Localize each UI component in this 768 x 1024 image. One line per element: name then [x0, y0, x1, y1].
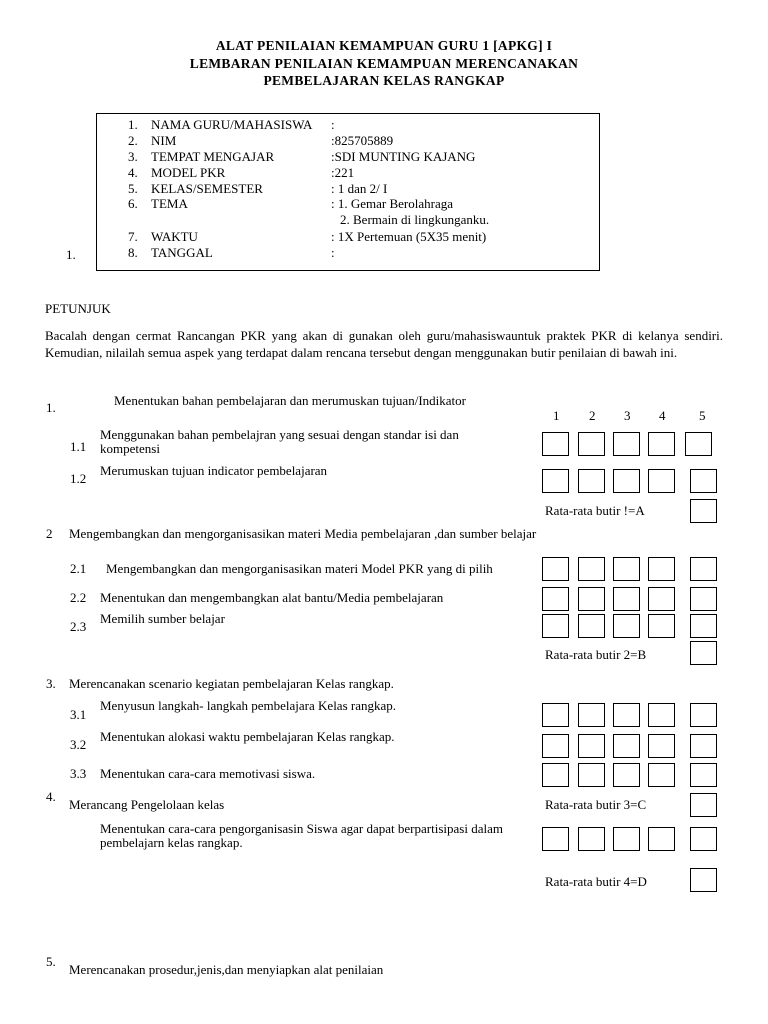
section-1-average-label: Rata-rata butir !=A	[545, 503, 645, 518]
section-3-title: Merencanakan scenario kegiatan pembelajaran Kelas rangkap.	[69, 676, 394, 691]
info-label: MODEL PKR	[151, 165, 226, 180]
score-box-3[interactable]	[613, 614, 640, 638]
score-box-4[interactable]	[648, 587, 675, 611]
scale-label-5: 5	[699, 408, 706, 423]
item-3-3-number: 3.3	[70, 766, 87, 781]
item-2-2-text: Menentukan dan mengembangkan alat bantu/Media pembelajaran	[100, 590, 444, 605]
petunjuk-text: Bacalah dengan cermat Rancangan PKR yang akan di gunakan oleh guru/mahasiswauntuk praktek PKR di kelanya sendiri. Kemudian, nilailah semua aspek yang terdapat dalam rencana tersebut dengan menggunakan butir penilaian di bawah ini.	[45, 328, 723, 360]
item-2-3-text: Memilih sumber belajar	[100, 611, 225, 626]
score-box-4[interactable]	[648, 469, 675, 493]
score-box-2[interactable]	[578, 703, 605, 727]
item-2-3-number: 2.3	[70, 619, 87, 634]
section-3-average-label: Rata-rata butir 3=C	[545, 797, 647, 812]
info-num: 5.	[128, 181, 138, 196]
item-1-2-number: 1.2	[70, 471, 87, 486]
info-value: :SDI MUNTING KAJANG	[331, 149, 476, 164]
info-label: NAMA GURU/MAHASISWA	[151, 117, 313, 132]
score-box-3[interactable]	[613, 734, 640, 758]
score-box-4[interactable]	[648, 827, 675, 851]
score-box-4[interactable]	[648, 614, 675, 638]
scale-label-1: 1	[553, 408, 560, 423]
score-box-3[interactable]	[613, 763, 640, 787]
score-box-4[interactable]	[648, 763, 675, 787]
score-box-1[interactable]	[542, 469, 569, 493]
scale-label-4: 4	[659, 408, 666, 423]
info-num: 7.	[128, 229, 138, 244]
info-label: TANGGAL	[151, 245, 213, 260]
score-box-5[interactable]	[690, 827, 717, 851]
average-box-c[interactable]	[690, 793, 717, 817]
petunjuk-heading: PETUNJUK	[45, 301, 111, 316]
section-3-number: 3.	[46, 676, 56, 691]
score-box-1[interactable]	[542, 614, 569, 638]
info-label: TEMPAT MENGAJAR	[151, 149, 275, 164]
item-1-1-text: Menggunakan bahan pembelajran yang sesuai dengan standar isi dan kompetensi	[100, 427, 459, 456]
section-1-title: Menentukan bahan pembelajaran dan merumuskan tujuan/Indikator	[114, 393, 466, 408]
item-2-2-number: 2.2	[70, 590, 87, 605]
score-box-5[interactable]	[690, 734, 717, 758]
section-1-number: 1.	[46, 400, 56, 415]
score-box-3[interactable]	[613, 469, 640, 493]
section-2-title: Mengembangkan dan mengorganisasikan materi Media pembelajaran ,dan sumber belajar	[69, 526, 537, 541]
score-box-1[interactable]	[542, 587, 569, 611]
title-line-1: ALAT PENILAIAN KEMAMPUAN GURU 1 [APKG] I	[215, 38, 553, 53]
item-1-2-text: Merumuskan tujuan indicator pembelajaran	[100, 463, 328, 478]
score-box-1[interactable]	[542, 734, 569, 758]
score-box-1[interactable]	[542, 557, 569, 581]
score-box-1[interactable]	[542, 763, 569, 787]
score-box-4[interactable]	[648, 734, 675, 758]
info-value: :	[331, 245, 335, 260]
scale-label-3: 3	[624, 408, 631, 423]
section-2-number: 2	[46, 526, 53, 541]
item-3-3-text: Menentukan cara-cara memotivasi siswa.	[100, 766, 316, 781]
info-num: 3.	[128, 149, 138, 164]
score-box-2[interactable]	[578, 587, 605, 611]
info-label: KELAS/SEMESTER	[151, 181, 263, 196]
score-box-5[interactable]	[690, 703, 717, 727]
info-value: : 1 dan 2/ I	[331, 181, 388, 196]
score-box-4[interactable]	[648, 703, 675, 727]
average-box-a[interactable]	[690, 499, 717, 523]
section-5-number: 5.	[46, 954, 56, 969]
section-4-title: Merancang Pengelolaan kelas	[69, 797, 225, 812]
score-box-2[interactable]	[578, 827, 605, 851]
score-box-3[interactable]	[613, 827, 640, 851]
item-3-1-text: Menyusun langkah- langkah pembelajara Kelas rangkap.	[100, 698, 397, 713]
item-1-1-number: 1.1	[70, 439, 87, 454]
score-box-5[interactable]	[690, 587, 717, 611]
item-2-1-number: 2.1	[70, 561, 87, 576]
score-box-3[interactable]	[613, 557, 640, 581]
info-value: : 1. Gemar Berolahraga	[331, 196, 454, 211]
average-box-b[interactable]	[690, 641, 717, 665]
info-num: 1.	[128, 117, 138, 132]
score-box-3[interactable]	[613, 432, 640, 456]
item-3-2-text: Menentukan alokasi waktu pembelajaran Kelas rangkap.	[100, 729, 395, 744]
info-value: : 1X Pertemuan (5X35 menit)	[331, 229, 487, 244]
title-line-2: LEMBARAN PENILAIAN KEMAMPUAN MERENCANAKAN	[189, 56, 579, 71]
info-value: 2. Bermain di lingkunganku.	[340, 212, 490, 227]
score-box-5[interactable]	[690, 763, 717, 787]
title-line-3: PEMBELAJARAN KELAS RANGKAP	[263, 73, 505, 88]
info-label: NIM	[151, 133, 177, 148]
score-box-3[interactable]	[613, 703, 640, 727]
score-box-2[interactable]	[578, 614, 605, 638]
info-value: :825705889	[331, 133, 394, 148]
score-box-1[interactable]	[542, 432, 569, 456]
info-value: :221	[331, 165, 355, 180]
info-label: WAKTU	[151, 229, 198, 244]
scale-label-2: 2	[589, 408, 596, 423]
info-outer-number: 1.	[66, 247, 76, 262]
info-num: 2.	[128, 133, 138, 148]
item-2-1-text: Mengembangkan dan mengorganisasikan materi Model PKR yang di pilih	[106, 561, 493, 576]
score-box-5[interactable]	[690, 557, 717, 581]
score-box-5[interactable]	[690, 614, 717, 638]
item-3-1-number: 3.1	[70, 707, 87, 722]
score-box-2[interactable]	[578, 557, 605, 581]
info-num: 6.	[128, 196, 138, 211]
score-box-4[interactable]	[648, 432, 675, 456]
info-value: :	[331, 117, 335, 132]
score-box-4[interactable]	[648, 557, 675, 581]
score-box-3[interactable]	[613, 587, 640, 611]
score-box-2[interactable]	[578, 734, 605, 758]
section-4-number: 4.	[46, 789, 56, 804]
score-box-5[interactable]	[685, 432, 712, 456]
section-4-average-label: Rata-rata butir 4=D	[545, 874, 647, 889]
score-box-2[interactable]	[578, 432, 605, 456]
info-num: 8.	[128, 245, 138, 260]
info-num: 4.	[128, 165, 138, 180]
item-3-2-number: 3.2	[70, 737, 87, 752]
score-box-5[interactable]	[690, 469, 717, 493]
score-box-2[interactable]	[578, 763, 605, 787]
score-box-1[interactable]	[542, 827, 569, 851]
item-4-text: Menentukan cara-cara pengorganisasin Siswa agar dapat berpartisipasi dalam pembelajarn kelas rangkap.	[100, 821, 503, 850]
average-box-d[interactable]	[690, 868, 717, 892]
section-5-title: Merencanakan prosedur,jenis,dan menyiapkan alat penilaian	[69, 962, 384, 977]
score-box-2[interactable]	[578, 469, 605, 493]
section-2-average-label: Rata-rata butir 2=B	[545, 647, 647, 662]
score-box-1[interactable]	[542, 703, 569, 727]
info-label: TEMA	[151, 196, 188, 211]
